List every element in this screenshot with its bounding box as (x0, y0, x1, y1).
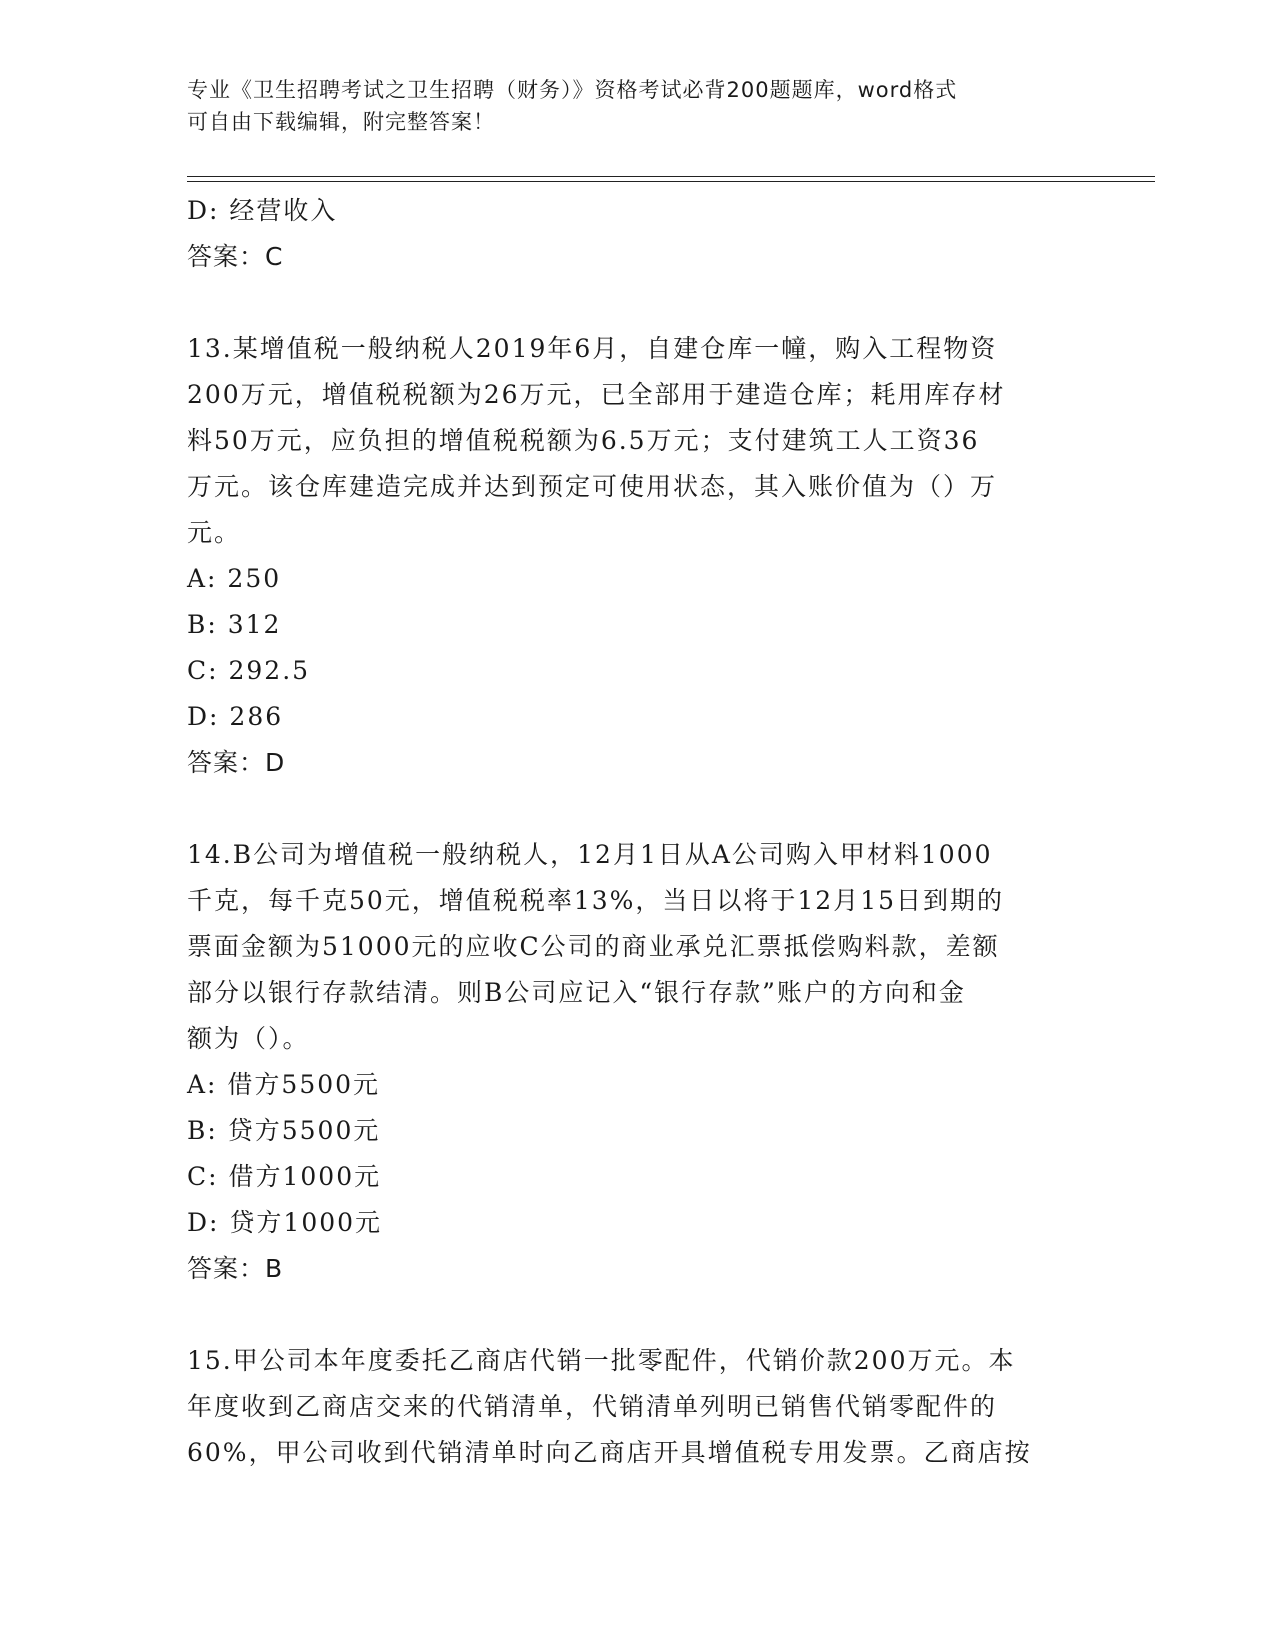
option-d: D: 286 (187, 702, 284, 731)
question-13 (187, 326, 1087, 786)
option-c: C: 借方1000元 (187, 1162, 382, 1191)
question-text-line: 部分以银行存款结清。则B公司应记入“银行存款”账户的方向和金 (187, 978, 966, 1007)
question-text-line: 15.甲公司本年度委托乙商店代销一批零配件，代销价款200万元。本 (187, 1346, 1016, 1375)
question-text-line: 料50万元，应负担的增值税税额为6.5万元；支付建筑工人工资36 (187, 426, 980, 455)
question-text-line: 200万元，增值税税额为26万元，已全部用于建造仓库；耗用库存材 (187, 380, 1006, 409)
answer: 答案：D (187, 748, 286, 777)
option-d: D: 经营收入 (187, 196, 338, 225)
question-text-line: 额为（）。 (187, 1024, 310, 1053)
header-rule-bottom (187, 181, 1155, 182)
option-b: B: 贷方5500元 (187, 1116, 381, 1145)
option-a: A: 借方5500元 (187, 1070, 381, 1099)
header-title-line-2: 可自由下载编辑，附完整答案！ (187, 110, 495, 134)
option-b: B: 312 (187, 610, 282, 639)
question-text-line: 60%，甲公司收到代销清单时向乙商店开具增值税专用发票。乙商店按 (187, 1438, 1032, 1467)
header-rule-top (187, 176, 1155, 177)
option-d: D: 贷方1000元 (187, 1208, 383, 1237)
spacer (187, 1292, 1087, 1338)
question-15 (187, 1338, 1087, 1476)
document-header (187, 74, 1077, 138)
question-text-line: 13.某增值税一般纳税人2019年6月，自建仓库一幢，购入工程物资 (187, 334, 998, 363)
answer: 答案：C (187, 242, 284, 271)
spacer (187, 280, 1087, 326)
answer: 答案：B (187, 1254, 284, 1283)
question-text-line: 千克，每千克50元，增值税税率13%，当日以将于12月15日到期的 (187, 886, 1005, 915)
option-a: A: 250 (187, 564, 282, 593)
spacer (187, 786, 1087, 832)
question-text-line: 14.B公司为增值税一般纳税人，12月1日从A公司购入甲材料1000 (187, 840, 993, 869)
question-14 (187, 832, 1087, 1292)
question-text-line: 万元。该仓库建造完成并达到预定可使用状态，其入账价值为（）万 (187, 472, 998, 501)
prev-question-tail (187, 188, 1087, 280)
header-title-line-1: 专业《卫生招聘考试之卫生招聘（财务）》资格考试必背200题题库，word格式 (187, 78, 958, 102)
option-c: C: 292.5 (187, 656, 311, 685)
question-text-line: 票面金额为51000元的应收C公司的商业承兑汇票抵偿购料款，差额 (187, 932, 1000, 961)
question-text-line: 元。 (187, 518, 242, 547)
question-text-line: 年度收到乙商店交来的代销清单，代销清单列明已销售代销零配件的 (187, 1392, 998, 1421)
document-body (187, 188, 1087, 1476)
